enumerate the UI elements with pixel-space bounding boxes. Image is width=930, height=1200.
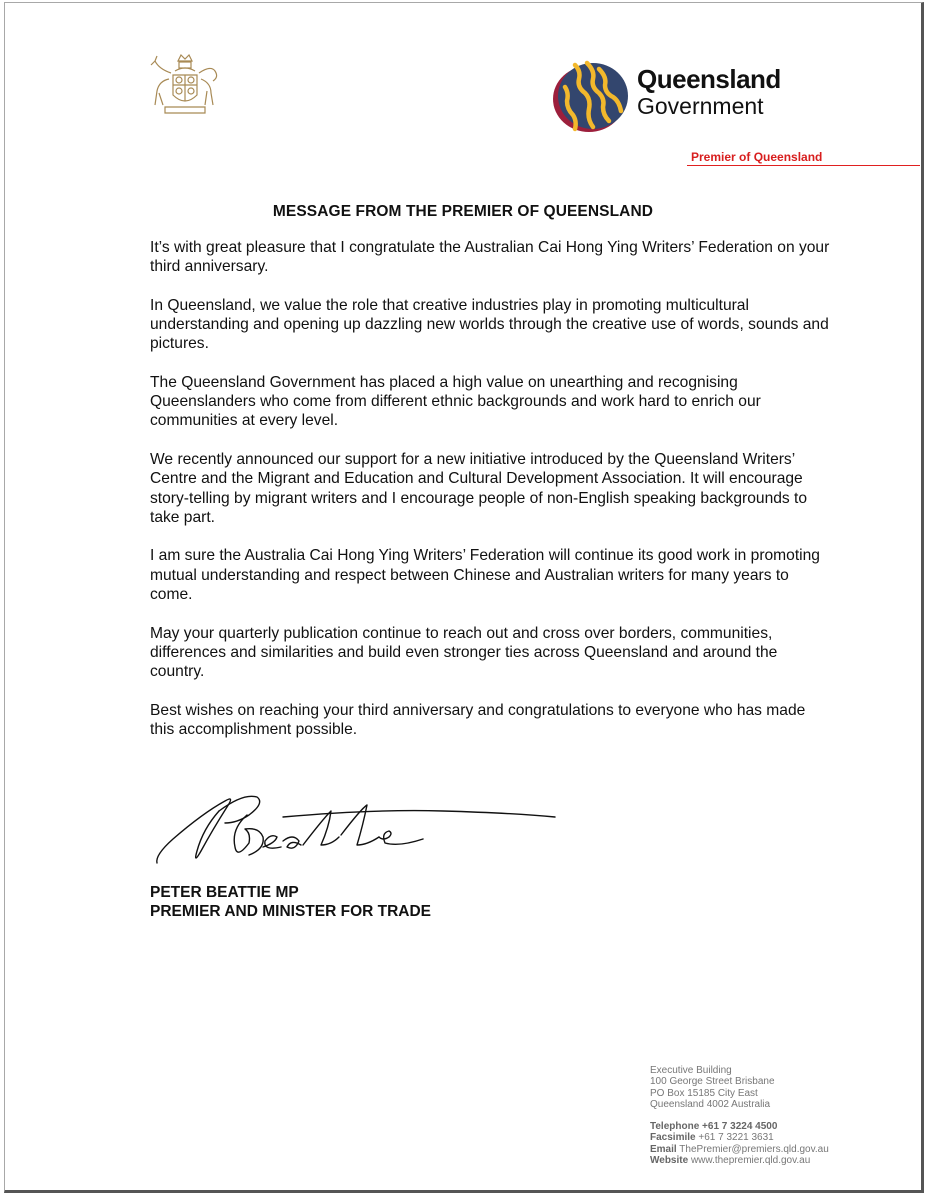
contact-footer [650, 1065, 829, 1166]
office-header [687, 149, 920, 166]
fax-number: +61 7 3221 3631 [698, 1132, 774, 1144]
queensland-government-logo [551, 55, 791, 135]
paragraph: I am sure the Australia Cai Hong Ying Writers’ Federation will continue its good work in promoting mutual understanding and respect between Chinese and Australian writers for many years to come. [150, 547, 820, 603]
paragraph: Best wishes on reaching your third anniversary and congratulations to everyone who has made this accomplishment possible. [150, 701, 806, 738]
website-link[interactable]: www.thepremier.qld.gov.au [690, 1155, 811, 1167]
letter-body [150, 238, 830, 759]
logo-word-queensland: Queensland [637, 64, 781, 94]
paragraph: May your quarterly publication continue to reach out and cross over borders, communities, differences and similarities and build even stronger ties across Queensland and around the country. [150, 624, 778, 680]
handwritten-signature [153, 789, 563, 869]
letter-page [4, 2, 924, 1193]
office-label: Premier of Queensland [691, 150, 823, 164]
paragraph: In Queensland, we value the role that creative industries play in promoting multicultural understanding and opening up dazzling new worlds through the creative use of words, sounds and pictures. [150, 296, 829, 353]
website-line: Website www.thepremier.qld.gov.au [650, 1155, 811, 1167]
telephone-line: Telephone +61 7 3224 4500 [650, 1121, 778, 1133]
telephone-number: +61 7 3224 4500 [702, 1121, 778, 1133]
signatory-name: PETER BEATTIE MP [150, 884, 299, 901]
fax-line: Facsimile +61 7 3221 3631 [650, 1132, 774, 1144]
letter-title: MESSAGE FROM THE PREMIER OF QUEENSLAND [272, 203, 654, 220]
signatory-role: PREMIER AND MINISTER FOR TRADE [150, 903, 432, 920]
address-line: Queensland 4002 Australia [650, 1098, 771, 1110]
email-line: Email ThePremier@premiers.qld.gov.au [650, 1143, 829, 1155]
queensland-logo-icon [551, 59, 631, 133]
address-line: Executive Building [650, 1065, 732, 1076]
address-line: 100 George Street Brisbane [650, 1076, 775, 1088]
signatory-block [150, 883, 431, 921]
paragraph: The Queensland Government has placed a high value on unearthing and recognising Queenslanders who come from different ethnic backgrounds and work hard to enrich our communities at every level. [150, 374, 761, 430]
coat-of-arms-icon [145, 51, 225, 123]
address-line: PO Box 15185 City East [650, 1087, 758, 1099]
logo-word-government: Government [637, 93, 764, 119]
email-address[interactable]: ThePremier@premiers.qld.gov.au [679, 1143, 829, 1155]
paragraph: We recently announced our support for a new initiative introduced by the Queensland Writers’ Centre and the Migrant and Education and Cultural Development Association. It will encourage story-telling by migrant writers and I encourage people of non-English speaking backgrounds to take part. [150, 451, 808, 526]
paragraph: It’s with great pleasure that I congratulate the Australian Cai Hong Ying Writers’ Federation on your third anniversary. [150, 239, 830, 276]
